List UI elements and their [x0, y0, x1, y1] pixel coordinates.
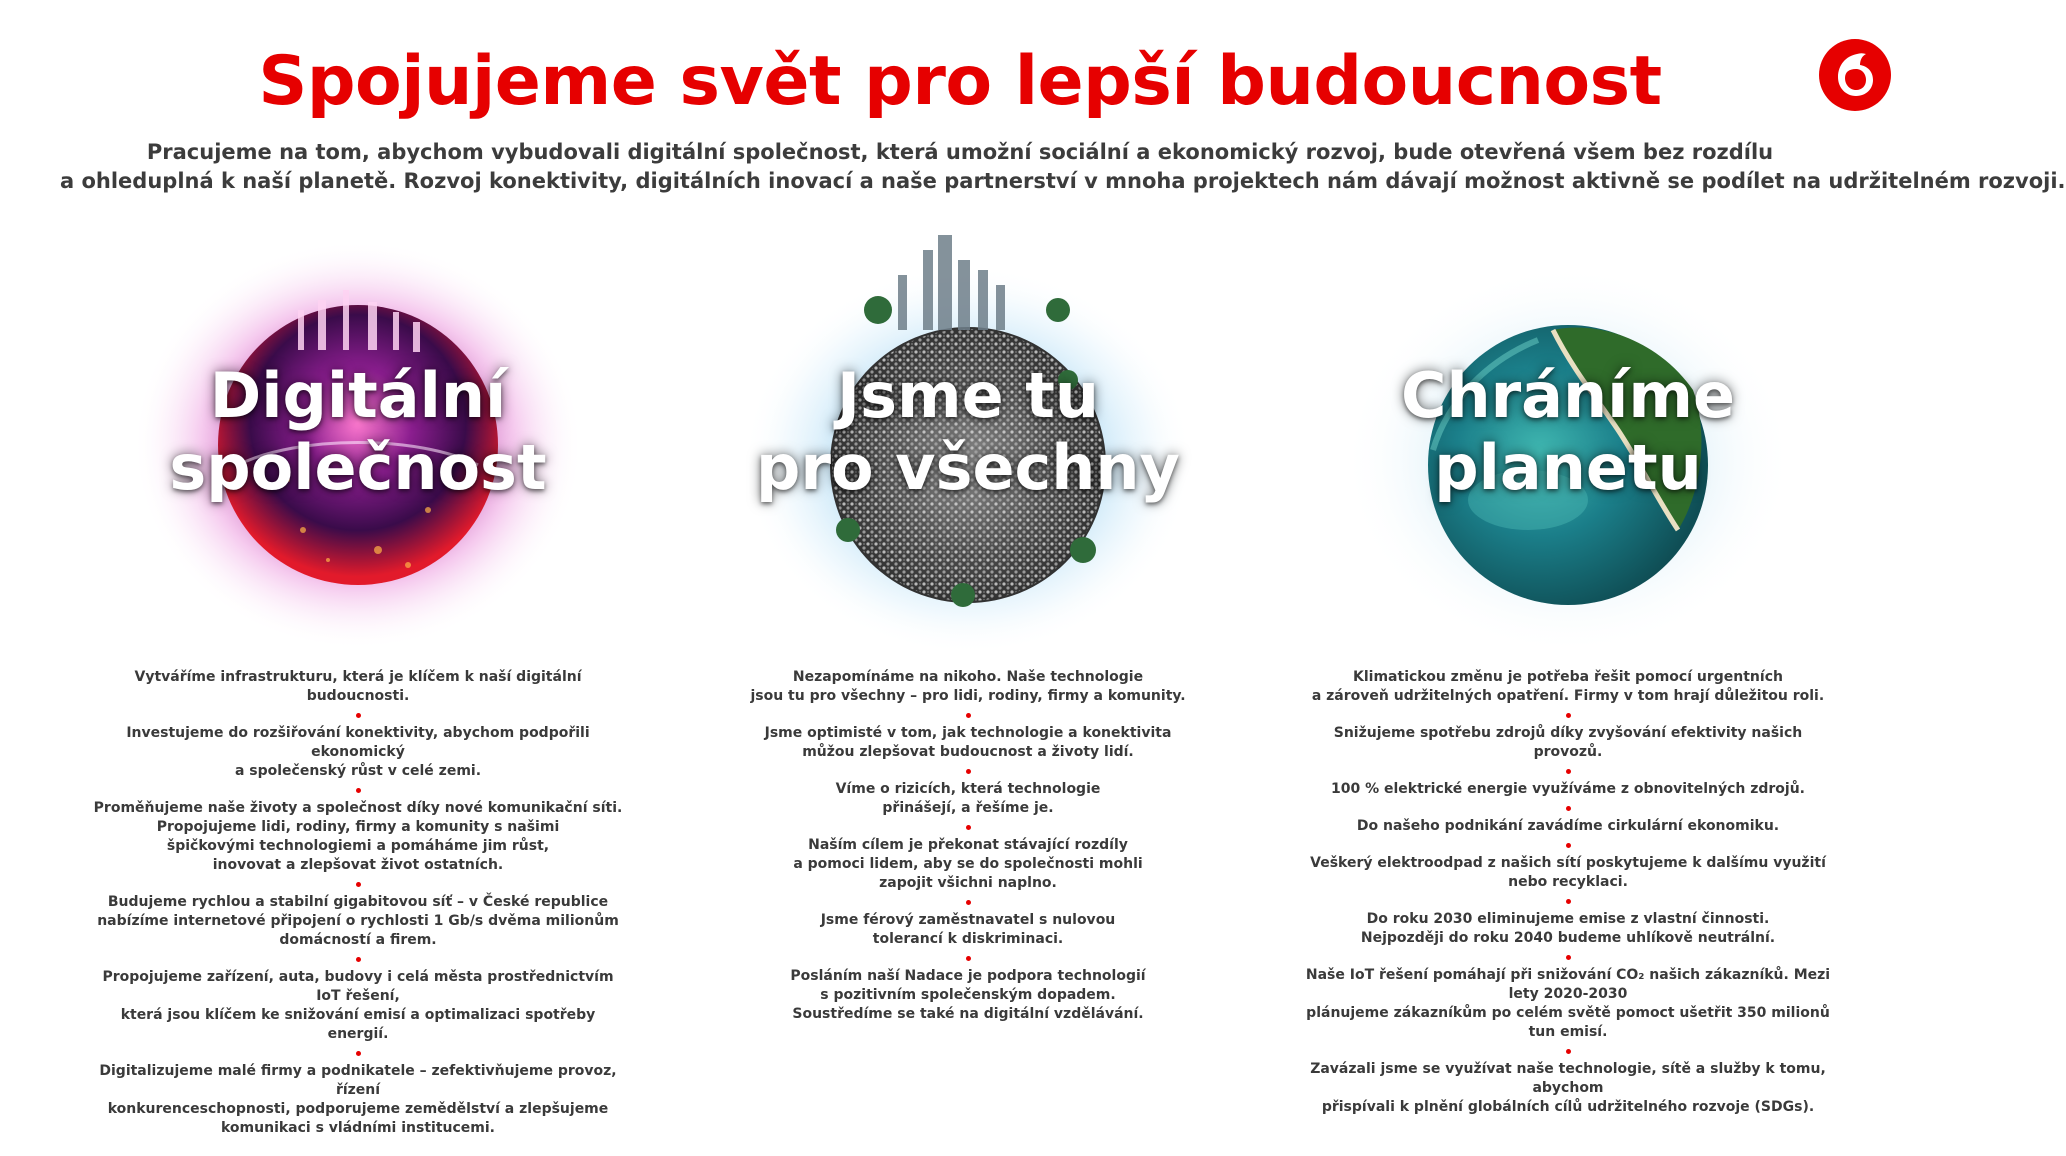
column-item-list [698, 668, 1238, 1042]
separator-dot [1566, 955, 1571, 960]
column-title-line-1: Jsme tu [837, 359, 1099, 432]
intro-line-2: a ohleduplná k naší planetě. Rozvoj konektivity, digitálních inovací a naše partnerství v mnoha projektech nám dávají možnost aktivně se podílet na udržitelném rozvoji. [60, 169, 2066, 193]
separator-dot [1566, 899, 1571, 904]
separator-dot [356, 788, 361, 793]
intro-text [60, 138, 2066, 196]
list-item-text: Veškerý elektroodpad z našich sítí poskytujeme k dalšímu využití nebo recyklaci. [1310, 855, 1826, 890]
column-title [1298, 360, 1838, 504]
list-item [1298, 854, 1838, 910]
separator-dot [1566, 806, 1571, 811]
column-title-line-2: společnost [169, 431, 547, 504]
list-item [1298, 910, 1838, 966]
list-item-text: Proměňujeme naše životy a společnost díky nové komunikační síti. Propojujeme lidi, rodiny, firmy a komunity s našimi špičkovými technologiemi a pomáháme jim růst, inovovat a zlepšovat život ostatních. [93, 800, 623, 873]
list-item-text: Posláním naší Nadace je podpora technologií s pozitivním společenským dopadem. Soustředíme se také na digitální vzdělávání. [790, 968, 1146, 1022]
column-item-list [1298, 668, 1838, 1135]
separator-dot [356, 713, 361, 718]
column-title-line-1: Chráníme [1400, 359, 1736, 432]
list-item [88, 968, 628, 1062]
list-item [698, 911, 1238, 967]
separator-dot [966, 900, 971, 905]
separator-dot [966, 713, 971, 718]
separator-dot [966, 769, 971, 774]
list-item-text: Klimatickou změnu je potřeba řešit pomocí urgentních a zároveň udržitelných opatření. Firmy v tom hrají důležitou roli. [1311, 669, 1825, 704]
list-item [1298, 966, 1838, 1060]
list-item-text: Zavázali jsme se využívat naše technologie, sítě a služby k tomu, abychom přispívali k plnění globálních cílů udržitelného rozvoje (SDGs). [1310, 1061, 1826, 1115]
list-item [698, 967, 1238, 1042]
list-item-text: Naším cílem je překonat stávající rozdíly a pomoci lidem, aby se do společnosti mohli zapojit všichni naplno. [793, 837, 1143, 891]
separator-dot [356, 957, 361, 962]
list-item-text: Víme o rizicích, která technologie přinášejí, a řešíme je. [835, 781, 1101, 816]
column-title [698, 360, 1238, 504]
column-digital-society [88, 230, 628, 1136]
list-item [1298, 817, 1838, 854]
list-item-text: 100 % elektrické energie využíváme z obnovitelných zdrojů. [1330, 781, 1805, 797]
vodafone-logo-icon [1818, 38, 1892, 112]
intro-line-1: Pracujeme na tom, abychom vybudovali digitální společnost, která umožní sociální a ekonomický rozvoj, bude otevřená všem bez rozdílu [146, 140, 1774, 164]
list-item-text: Vytváříme infrastrukturu, která je klíčem k naší digitální budoucnosti. [134, 669, 582, 704]
page-title: Spojujeme svět pro lepší budoucnost [258, 42, 1662, 121]
list-item-text: Budujeme rychlou a stabilní gigabitovou síť – v České republice nabízíme internetové připojení o rychlosti 1 Gb/s dvěma milionům domácností a firem. [97, 894, 619, 948]
list-item [1298, 724, 1838, 780]
list-item [1298, 668, 1838, 724]
column-title-line-2: pro všechny [756, 431, 1180, 504]
list-item [698, 724, 1238, 780]
separator-dot [966, 825, 971, 830]
list-item-text: Jsme férový zaměstnavatel s nulovou tolerancí k diskriminaci. [820, 912, 1116, 947]
column-title-line-1: Digitální [209, 359, 507, 432]
list-item [88, 799, 628, 893]
list-item [698, 780, 1238, 836]
list-item-text: Investujeme do rozšiřování konektivity, abychom podpořili ekonomický a společenský růst v celé zemi. [126, 725, 590, 779]
list-item [698, 836, 1238, 911]
separator-dot [356, 882, 361, 887]
list-item-text: Nezapomínáme na nikoho. Naše technologie jsou tu pro všechny – pro lidi, rodiny, firmy a komunity. [750, 669, 1186, 704]
list-item-text: Naše IoT řešení pomáhají při snižování CO₂ našich zákazníků. Mezi lety 2020-2030 plánujeme zákazníkům po celém světě pomoct ušetřit 350 milionů tun emisí. [1305, 967, 1831, 1040]
list-item [88, 668, 628, 724]
separator-dot [1566, 843, 1571, 848]
list-item [88, 893, 628, 968]
list-item-text: Propojujeme zařízení, auta, budovy i celá města prostřednictvím IoT řešení, která jsou klíčem ke snižování emisí a optimalizaci spotřeby energií. [102, 969, 614, 1042]
list-item-text: Jsme optimisté v tom, jak technologie a konektivita můžou zlepšovat budoucnost a životy lidí. [764, 725, 1172, 760]
list-item [698, 668, 1238, 724]
list-item [1298, 1060, 1838, 1135]
list-item [1298, 780, 1838, 817]
list-item [88, 1062, 628, 1156]
column-protect-planet [1298, 230, 1838, 1115]
list-item-text: Snižujeme spotřebu zdrojů díky zvyšování efektivity našich provozů. [1333, 725, 1803, 760]
separator-dot [1566, 713, 1571, 718]
separator-dot [1566, 769, 1571, 774]
separator-dot [1566, 1049, 1571, 1054]
column-title-line-2: planetu [1434, 431, 1702, 504]
column-title [88, 360, 628, 504]
list-item-text: Do roku 2030 eliminujeme emise z vlastní činnosti. Nejpozději do roku 2040 budeme uhlíkově neutrální. [1360, 911, 1776, 946]
list-item-text: Do našeho podnikání zavádíme cirkulární ekonomiku. [1356, 818, 1780, 834]
list-item-text: Digitalizujeme malé firmy a podnikatele – zefektivňujeme provoz, řízení konkurenceschopnosti, podporujeme zemědělství a zlepšujeme komunikaci s vládními institucemi. [99, 1063, 617, 1136]
list-item [88, 724, 628, 799]
column-here-for-everyone [698, 230, 1238, 1050]
column-item-list [88, 668, 628, 1156]
separator-dot [966, 956, 971, 961]
separator-dot [356, 1051, 361, 1056]
